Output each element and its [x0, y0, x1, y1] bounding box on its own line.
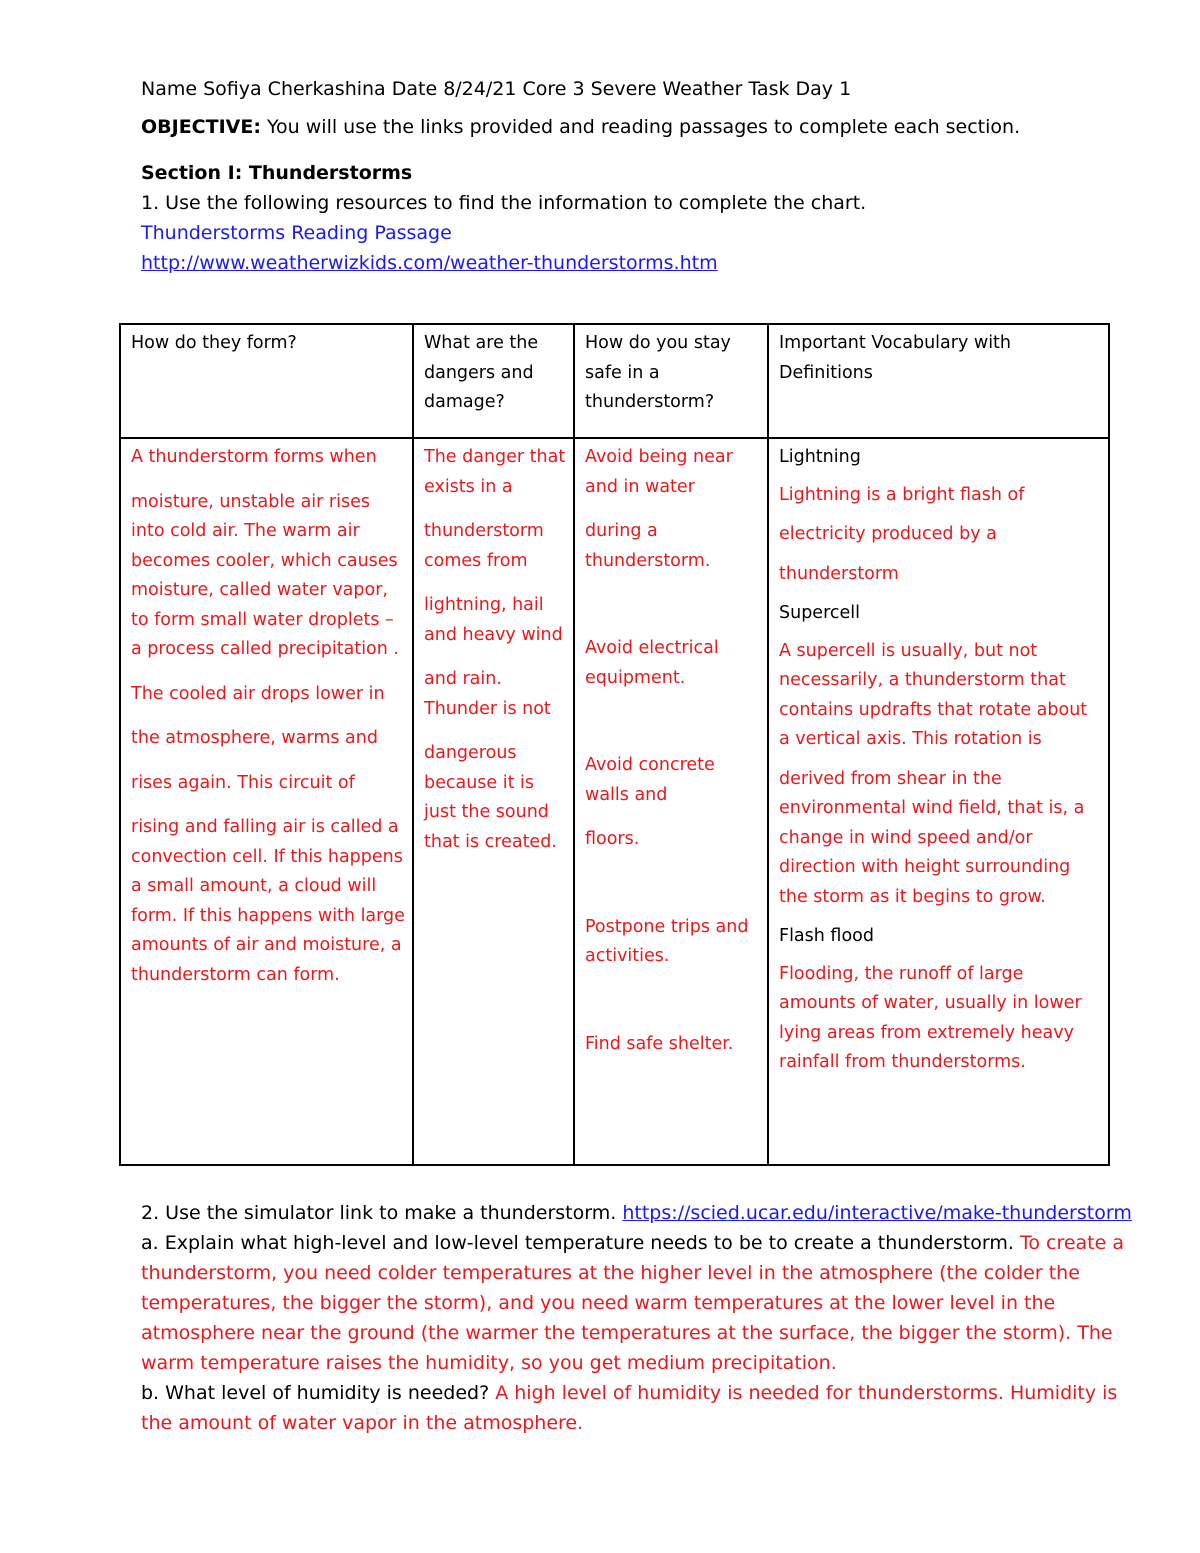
header-vocabulary: Important Vocabulary with Definitions: [768, 324, 1109, 438]
formation-paragraph: The cooled air drops lower in: [131, 683, 385, 704]
section-1-instruction: 1. Use the following resources to find the information to complete the chart.: [141, 192, 867, 214]
thunderstorm-chart: [119, 323, 1110, 1166]
formation-paragraph: rises again. This circuit of: [131, 772, 355, 793]
vocab-definition: electricity produced by a: [779, 524, 997, 544]
safety-paragraph: Avoid concrete walls and: [585, 755, 715, 805]
formation-answer: [120, 438, 413, 1165]
dangers-paragraph: lightning, hail and heavy wind: [424, 595, 563, 645]
dangers-paragraph: The danger that exists in a: [424, 447, 566, 497]
safety-paragraph: Avoid electrical equipment.: [585, 638, 719, 688]
safety-paragraph: during a thunderstorm.: [585, 521, 711, 571]
vocab-term-flash-flood: Flash flood: [779, 926, 874, 946]
safety-paragraph: Postpone trips and activities.: [585, 916, 749, 966]
dangers-paragraph: and rain. Thunder is not: [424, 669, 551, 719]
section-2: [141, 1198, 1136, 1438]
safety-paragraph: floors.: [585, 829, 640, 849]
simulator-instruction-text: 2. Use the simulator link to make a thunderstorm.: [141, 1202, 623, 1224]
simulator-link[interactable]: https://scied.ucar.edu/interactive/make-thunderstorm: [622, 1202, 1132, 1224]
vocab-definition: Lightning is a bright flash of: [779, 484, 1025, 505]
objective-text: You will use the links provided and reading passages to complete each section.: [260, 116, 1021, 138]
header-formation: How do they form?: [120, 324, 413, 438]
header-safety: How do you stay safe in a thunderstorm?: [574, 324, 768, 438]
header-dangers: What are the dangers and damage?: [413, 324, 574, 438]
safety-paragraph: Avoid being near and in water: [585, 447, 733, 497]
resource-title: Thunderstorms Reading Passage: [141, 222, 452, 244]
answer-a-text: To create a thunderstorm, you need colder temperatures at the higher level in the atmosphere (the colder the temperatures, the bigger the storm), and you need warm temperatures at the lower level in the atmosphere near the ground (the warmer the temperatures at the surface, the bigger the storm). The warm temperature raises the humidity, so you get medium precipitation.: [141, 1232, 1124, 1374]
question-b: [141, 1378, 1136, 1438]
vocab-definition: Flooding, the runoff of large amounts of water, usually in lower lying areas from extremely heavy rainfall from thunderstorms.: [779, 963, 1082, 1072]
question-a: [141, 1228, 1136, 1378]
document-header: [141, 74, 1131, 278]
safety-answer: [574, 438, 768, 1165]
chart-answer-row: [120, 438, 1109, 1165]
vocab-definition: derived from shear in the environmental wind field, that is, a change in wind speed and/or direction with height surrounding the storm as it begins to grow.: [779, 768, 1085, 907]
vocab-term-supercell: Supercell: [779, 603, 860, 623]
answer-b-text: A high level of humidity is needed for thunderstorms. Humidity is the amount of water vapor in the atmosphere.: [141, 1382, 1118, 1434]
question-b-text: b. What level of humidity is needed?: [141, 1382, 496, 1404]
formation-paragraph: moisture, unstable air rises into cold air. The warm air becomes cooler, which causes moisture, called water vapor, to form small water droplets – a process called precipitation .: [131, 491, 399, 659]
objective-line: [141, 112, 1131, 142]
formation-paragraph: A thunderstorm forms when: [131, 447, 377, 467]
objective-label: OBJECTIVE:: [141, 116, 261, 138]
resource-link[interactable]: http://www.weatherwizkids.com/weather-thunderstorms.htm: [141, 252, 718, 274]
title-line: Name Sofiya Cherkashina Date 8/24/21 Core 3 Severe Weather Task Day 1: [141, 78, 852, 100]
vocab-term-lightning: Lightning: [779, 447, 861, 467]
dangers-answer: [413, 438, 574, 1165]
formation-paragraph: the atmosphere, warms and: [131, 728, 378, 748]
formation-paragraph: rising and falling air is called a convection cell. If this happens a small amount, a cloud will form. If this happens with large amounts of air and moisture, a thunderstorm can form.: [131, 817, 405, 985]
question-a-text: a. Explain what high-level and low-level temperature needs to be to create a thunderstorm.: [141, 1232, 1020, 1254]
dangers-paragraph: thunderstorm comes from: [424, 521, 544, 571]
vocab-definition: thunderstorm: [779, 563, 899, 584]
dangers-paragraph: dangerous because it is just the sound that is created.: [424, 743, 557, 852]
vocab-definition: A supercell is usually, but not necessarily, a thunderstorm that contains updrafts that rotate about a vertical axis. This rotation is: [779, 640, 1088, 749]
vocabulary-answer: [768, 438, 1109, 1165]
simulator-instruction: [141, 1198, 1136, 1228]
safety-paragraph: Find safe shelter.: [585, 1033, 734, 1054]
section-1-title: Section I: Thunderstorms: [141, 162, 413, 184]
chart-header-row: [120, 324, 1109, 438]
